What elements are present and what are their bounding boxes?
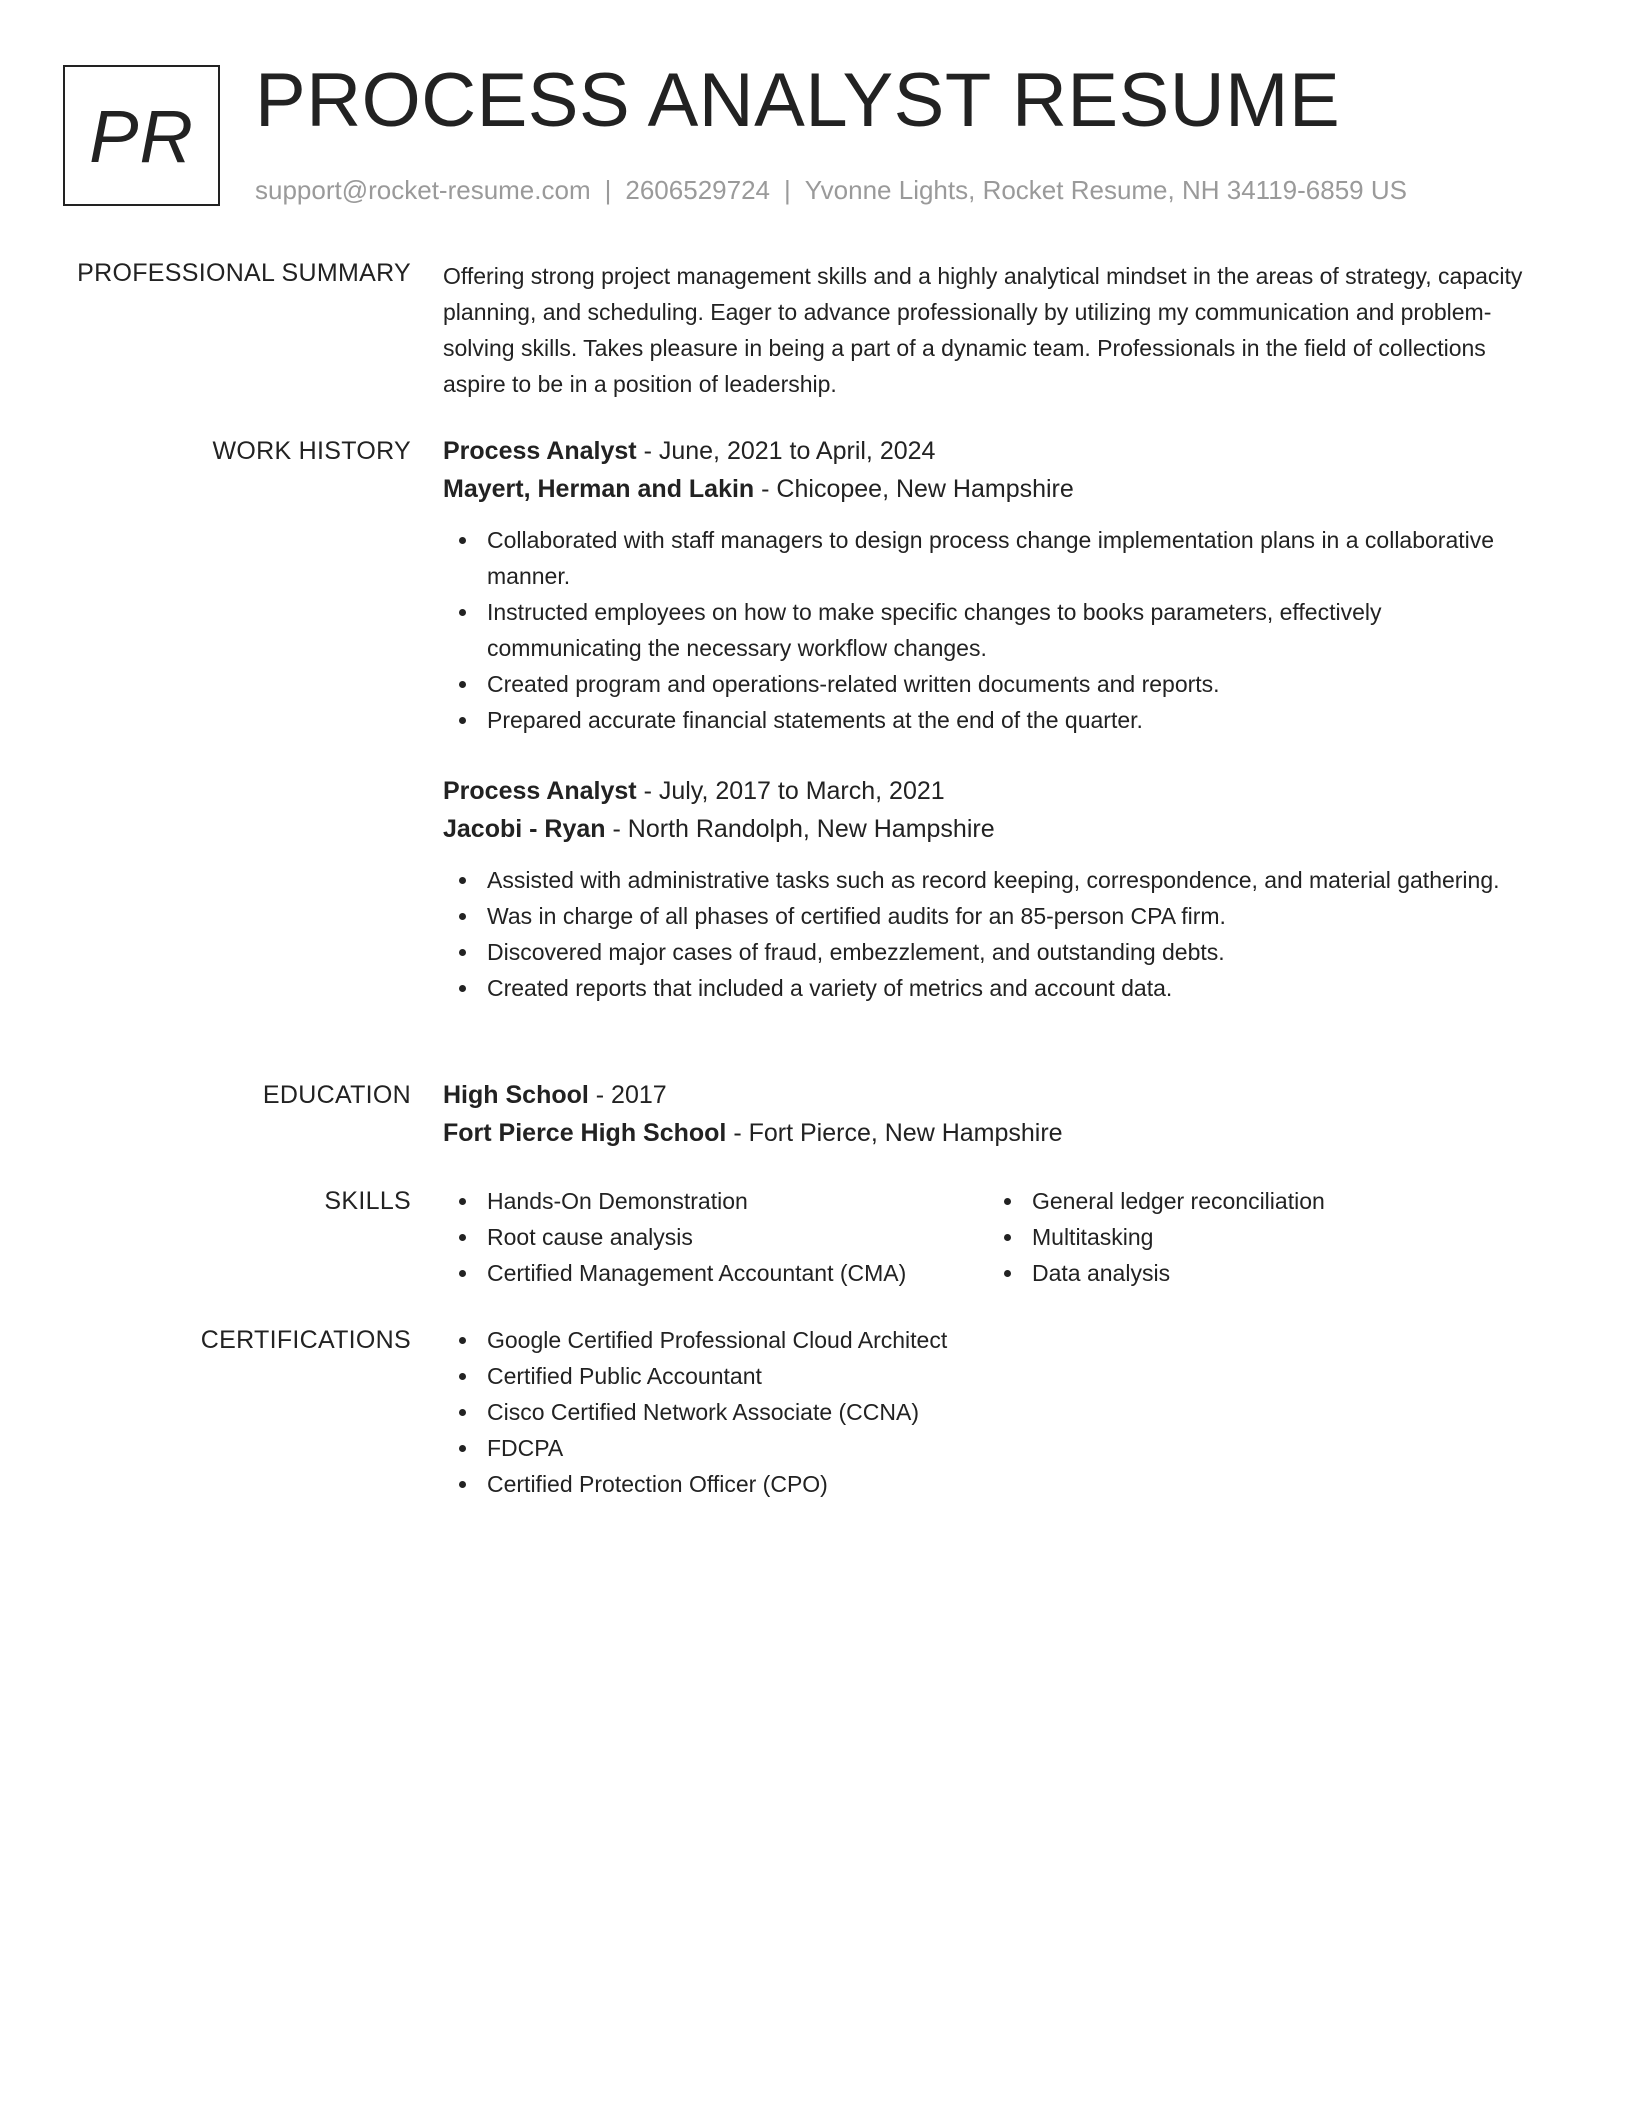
education-location: - Fort Pierce, New Hampshire [726,1119,1063,1147]
list-item: Discovered major cases of fraud, embezzlement, and outstanding debts. [443,934,1523,970]
education-degree: High School [443,1081,589,1109]
contact-email: support@rocket-resume.com [255,175,591,205]
list-item: Hands-On Demonstration [443,1183,988,1219]
monogram-initials: PR [89,95,194,178]
contact-line [255,174,1407,206]
contact-address: Yvonne Lights, Rocket Resume, NH 34119-6859 US [804,175,1407,205]
skills-list [443,1183,1523,1291]
list-item: Data analysis [988,1255,1508,1291]
list-item: Created program and operations-related written documents and reports. [443,666,1523,702]
section-label-skills: SKILLS [324,1187,411,1215]
job-location: - Chicopee, New Hampshire [754,475,1074,503]
job-bullets [443,862,1523,1006]
list-item: Assisted with administrative tasks such as record keeping, correspondence, and material gathering. [443,862,1523,898]
job-title: Process Analyst [443,437,637,465]
list-item: Certified Management Accountant (CMA) [443,1255,988,1291]
monogram-box [63,65,220,206]
job-title-line [443,772,1523,810]
job-dates: - June, 2021 to April, 2024 [636,437,936,465]
section-label-work-history: WORK HISTORY [212,437,411,465]
job-bullets [443,522,1523,738]
contact-phone: 2606529724 [625,175,770,205]
education-degree-line [443,1076,1523,1114]
summary-text: Offering strong project management skills and a highly analytical mindset in the areas of strategy, capacity planning, and scheduling. Eager to advance professionally by utilizing my communication and problem-solving skills. Takes pleasure in being a part of a dynamic team. Professionals in the field of collections aspire to be in a position of leadership. [443,263,1523,397]
education-school-line [443,1114,1523,1152]
education-year: - 2017 [588,1081,667,1109]
list-item: Was in charge of all phases of certified audits for an 85-person CPA firm. [443,898,1523,934]
list-item: Collaborated with staff managers to design process change implementation plans in a collaborative manner. [443,522,1523,594]
resume-title: PROCESS ANALYST RESUME [255,58,1341,143]
section-label-summary: PROFESSIONAL SUMMARY [77,259,411,287]
job-dates: - July, 2017 to March, 2021 [636,777,945,805]
certifications-bullets [443,1322,1523,1502]
job-company-line [443,470,1523,508]
job-title: Process Analyst [443,777,637,805]
list-item: Cisco Certified Network Associate (CCNA) [443,1394,1523,1430]
skills-column [443,1183,988,1291]
list-item: Root cause analysis [443,1219,988,1255]
section-label-certifications: CERTIFICATIONS [200,1326,411,1354]
list-item: Instructed employees on how to make specific changes to books parameters, effectively communicating the necessary workflow changes. [443,594,1523,666]
list-item: Prepared accurate financial statements at the end of the quarter. [443,702,1523,738]
list-item: General ledger reconciliation [988,1183,1508,1219]
contact-separator: | [784,175,791,205]
section-label-education: EDUCATION [262,1081,411,1109]
education-entry [443,1076,1523,1152]
list-item: FDCPA [443,1430,1523,1466]
contact-separator: | [604,175,612,205]
list-item: Multitasking [988,1219,1508,1255]
list-item: Certified Public Accountant [443,1358,1523,1394]
job-company-line [443,810,1523,848]
skills-column [988,1183,1508,1291]
education-school: Fort Pierce High School [443,1119,727,1147]
job-title-line [443,432,1523,470]
list-item: Created reports that included a variety of metrics and account data. [443,970,1523,1006]
job-entry [443,772,1523,1006]
job-company: Jacobi - Ryan [443,815,606,843]
certifications-list [443,1322,1523,1502]
job-location: - North Randolph, New Hampshire [605,815,995,843]
job-entry [443,432,1523,738]
list-item: Google Certified Professional Cloud Architect [443,1322,1523,1358]
list-item: Certified Protection Officer (CPO) [443,1466,1523,1502]
job-company: Mayert, Herman and Lakin [443,475,755,503]
